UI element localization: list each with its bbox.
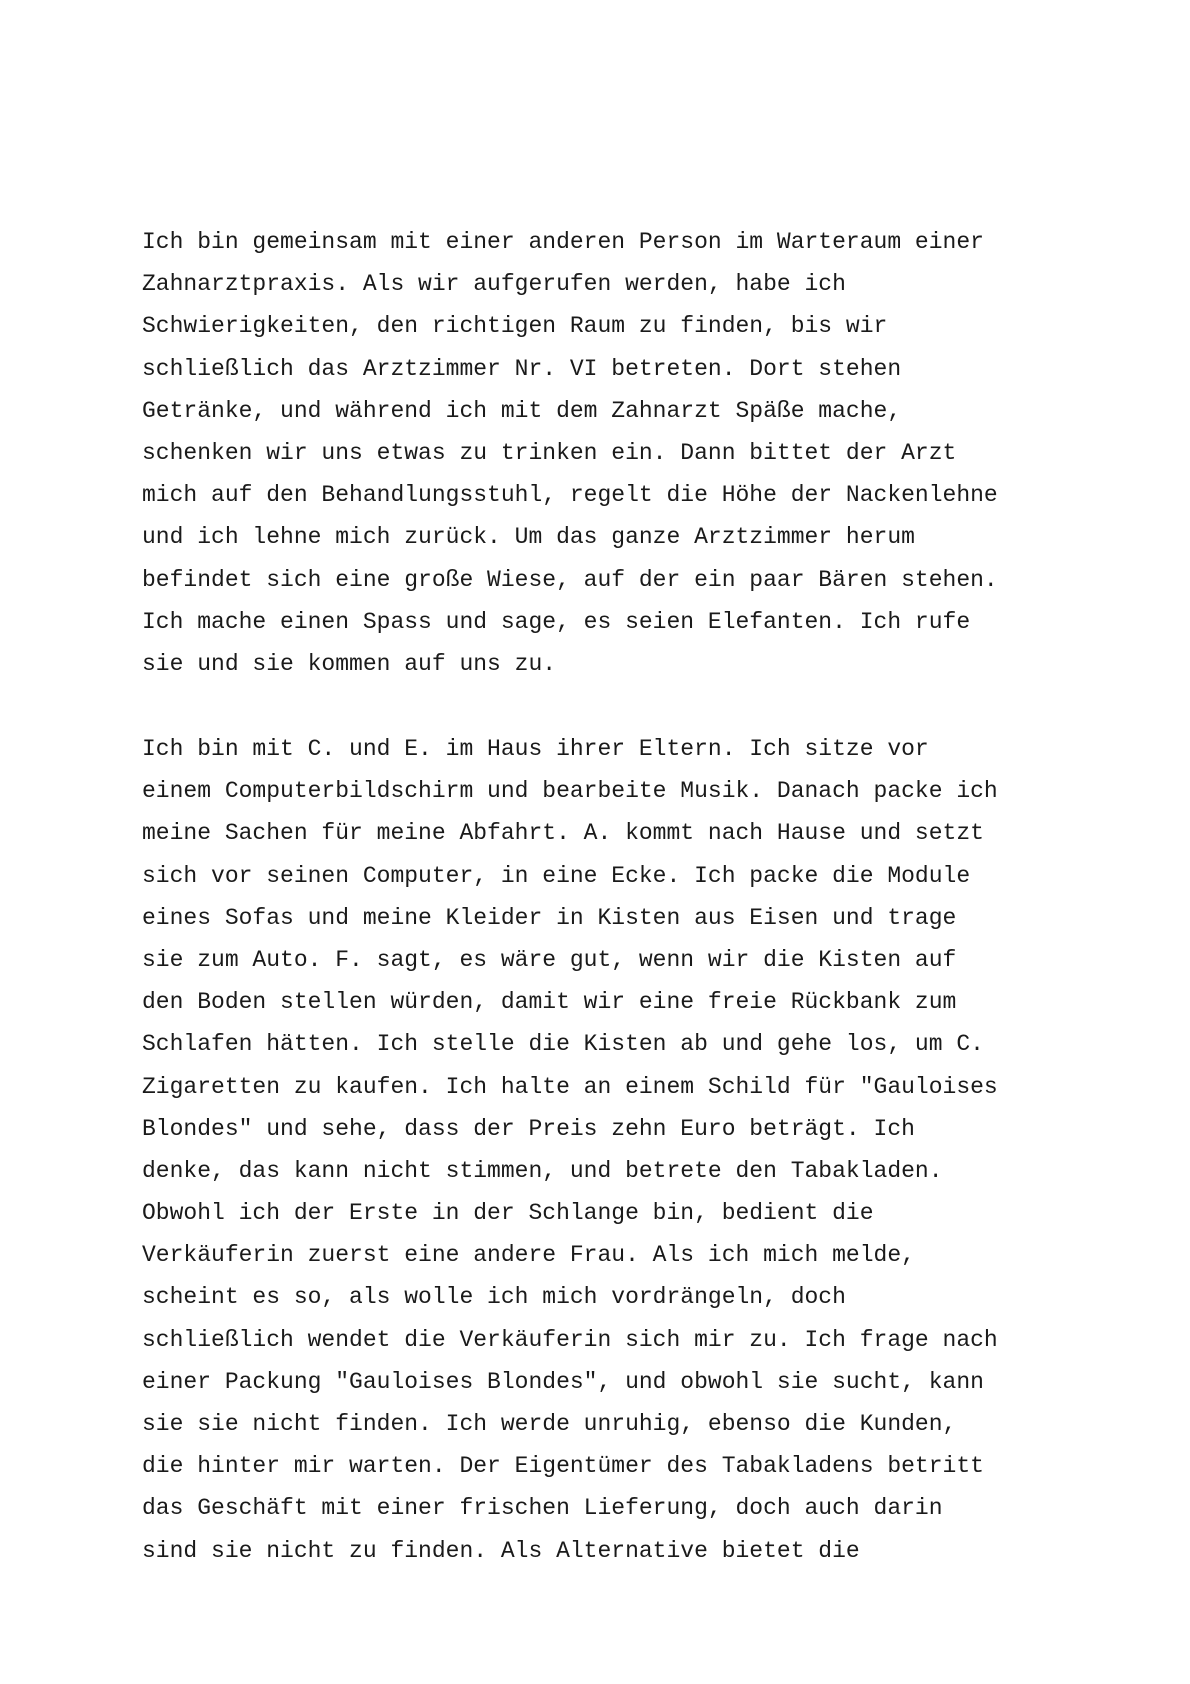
text-line: sie zum Auto. F. sagt, es wäre gut, wenn wir die Kisten auf	[142, 946, 957, 973]
text-line: Blondes" und sehe, dass der Preis zehn Euro beträgt. Ich	[142, 1115, 915, 1142]
text-line: Ich bin gemeinsam mit einer anderen Person im Warteraum einer	[142, 229, 984, 255]
text-line: Zahnarztpraxis. Als wir aufgerufen werden, habe ich	[142, 271, 846, 298]
text-line: die hinter mir warten. Der Eigentümer des Tabakladens betritt	[142, 1453, 984, 1480]
text-line: und ich lehne mich zurück. Um das ganze Arztzimmer herum	[142, 524, 915, 551]
paragraph-dentist	[142, 221, 1062, 685]
text-line: den Boden stellen würden, damit wir eine freie Rückbank zum	[142, 989, 957, 1016]
text-line: Getränke, und während ich mit dem Zahnarzt Späße mache,	[142, 397, 902, 424]
text-line: mich auf den Behandlungsstuhl, regelt die Höhe der Nackenlehne	[142, 482, 998, 509]
text-line: schließlich wendet die Verkäuferin sich mir zu. Ich frage nach	[142, 1326, 998, 1353]
text-line: sie und sie kommen auf uns zu.	[142, 650, 557, 677]
text-line: Ich bin mit C. und E. im Haus ihrer Eltern. Ich sitze vor	[142, 736, 929, 762]
text-line: Ich mache einen Spass und sage, es seien Elefanten. Ich rufe	[142, 608, 971, 635]
text-line: sich vor seinen Computer, in eine Ecke. Ich packe die Module	[142, 862, 971, 889]
text-line: Zigaretten zu kaufen. Ich halte an einem Schild für "Gauloises	[142, 1073, 998, 1100]
text-line: meine Sachen für meine Abfahrt. A. kommt nach Hause und setzt	[142, 820, 984, 847]
text-line: befindet sich eine große Wiese, auf der ein paar Bären stehen.	[142, 566, 998, 593]
text-line: einem Computerbildschirm und bearbeite Musik. Danach packe ich	[142, 778, 998, 805]
text-line: Verkäuferin zuerst eine andere Frau. Als ich mich melde,	[142, 1242, 915, 1269]
text-line: scheint es so, als wolle ich mich vordrängeln, doch	[142, 1284, 846, 1311]
text-line: sind sie nicht zu finden. Als Alternative bietet die	[142, 1537, 860, 1564]
text-line: Schlafen hätten. Ich stelle die Kisten ab und gehe los, um C.	[142, 1031, 984, 1058]
text-line: sie sie nicht finden. Ich werde unruhig, ebenso die Kunden,	[142, 1411, 957, 1437]
text-line: schließlich das Arztzimmer Nr. VI betreten. Dort stehen	[142, 355, 902, 382]
text-line: Obwohl ich der Erste in der Schlange bin, bedient die	[142, 1200, 874, 1227]
text-line: das Geschäft mit einer frischen Lieferung, doch auch darin	[142, 1495, 943, 1522]
text-line: schenken wir uns etwas zu trinken ein. Dann bittet der Arzt	[142, 439, 957, 466]
text-line: Schwierigkeiten, den richtigen Raum zu finden, bis wir	[142, 313, 888, 340]
text-line: einer Packung "Gauloises Blondes", und obwohl sie sucht, kann	[142, 1368, 984, 1395]
text-line: denke, das kann nicht stimmen, und betrete den Tabakladen.	[142, 1157, 943, 1184]
text-line: eines Sofas und meine Kleider in Kisten aus Eisen und trage	[142, 904, 957, 931]
paragraph-tobacco-shop	[142, 728, 1062, 1572]
